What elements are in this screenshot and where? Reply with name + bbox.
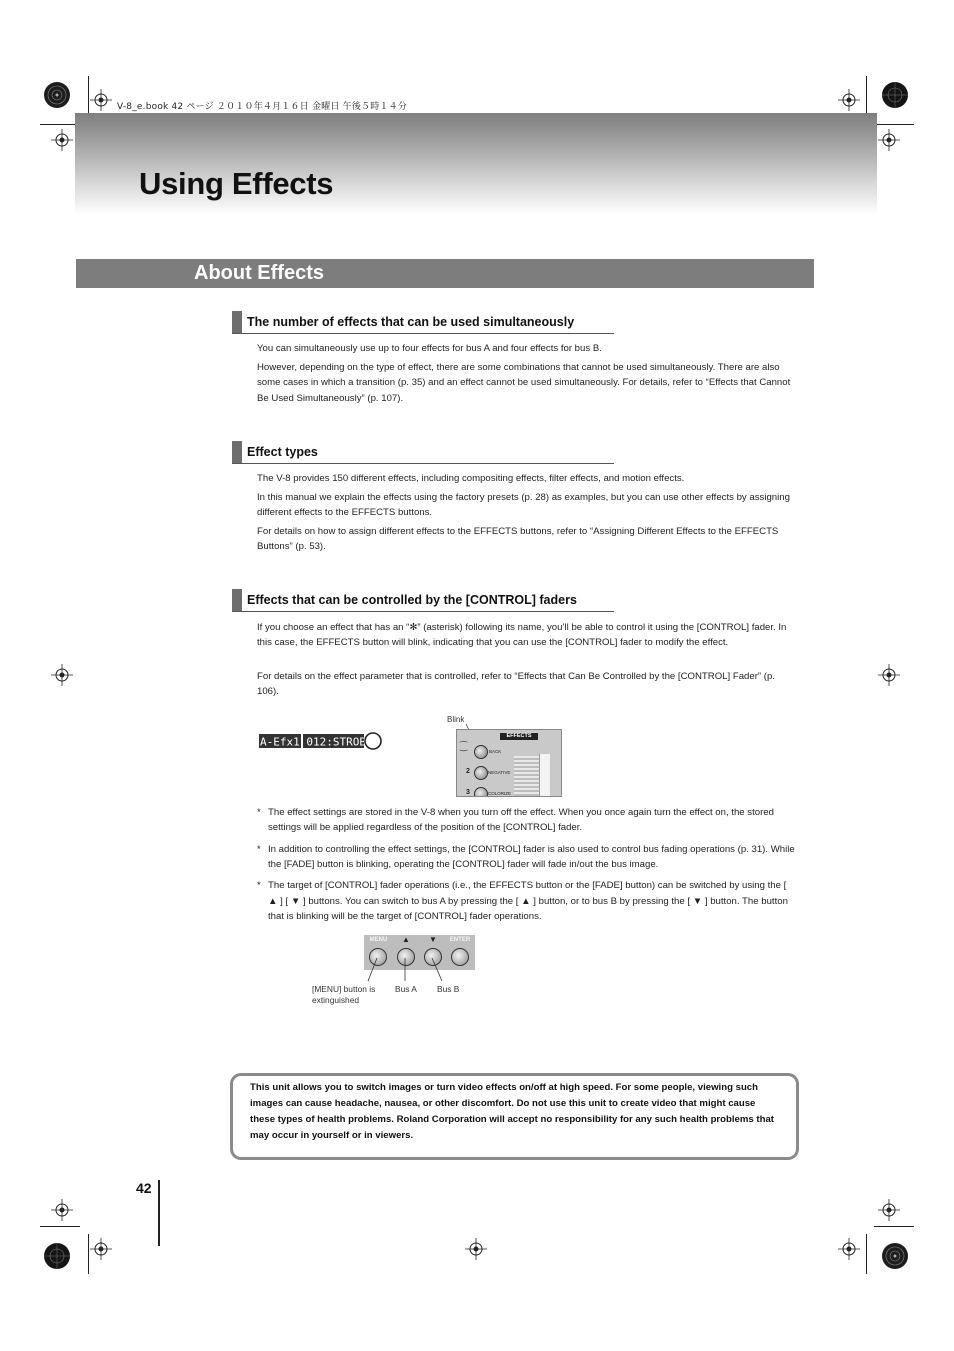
starburst-mark-icon [44, 82, 70, 108]
starburst-mark-icon [882, 1243, 908, 1269]
warning-text: This unit allows you to switch images or turn video effects on/off at high speed. For some people, viewing such images can cause headache, nausea, or other discomfort. Do not use this unit to create video that might cause these types of health problems. Roland Corporation will accept no responsibility for any such health problems that may occur in yourself or in viewers. [250, 1082, 775, 1141]
control-fader-scale [514, 756, 540, 796]
effects-button-num: 2 [466, 768, 470, 775]
effects-panel-title: EFFECTS [500, 733, 538, 740]
up-arrow-icon: ▲ [402, 935, 410, 944]
page-number-rule [158, 1180, 160, 1246]
subsection-heading: Effect types [232, 441, 614, 464]
button-callout-lines [360, 955, 450, 985]
paragraph: However, depending on the type of effect, there are some combinations that cannot be used simultaneously. There are also some cases in which a transition (p. 35) and an effect cannot be used simultaneously. For details, refer to “Effects that Cannot Be Used Simultaneously” (p. 107). [257, 362, 791, 404]
caption-menu-extinguished: [MENU] button is extinguished [312, 984, 376, 1005]
note-item: * In addition to controlling the effect settings, the [CONTROL] fader is also used to control bus fading operations (p. 31). While the [FADE] button is blinking, operating the [CONTROL] fader will fade in/out the bus image. [257, 844, 795, 870]
paragraph: For details on the effect parameter that is controlled, refer to “Effects that Can Be Controlled by the [CONTROL] Fader” (p. 106). [257, 671, 775, 698]
enter-label: ENTER [449, 937, 471, 943]
section-bar [76, 259, 814, 288]
lcd-display [258, 732, 382, 750]
chapter-title: Using Effects [139, 166, 334, 201]
paragraph: If you choose an effect that has an “✻” (asterisk) following its name, you’ll be able to control it using the [CONTROL] fader. In this case, the EFFECTS button will blink, indicating that you can use the [CONTROL] fader to modify the effect. [257, 622, 787, 649]
effects-button-3[interactable] [474, 787, 488, 797]
paragraph: The V-8 provides 150 different effects, including compositing effects, filter effects, and motion effects. [257, 473, 685, 484]
effects-button-label: BACK [489, 749, 502, 754]
menu-label: MENU [369, 937, 388, 943]
note-item: * The effect settings are stored in the V-8 when you turn off the effect. When you once again turn the effect on, the stored settings will be applied regardless of the position of the [CONTROL] fader. [257, 807, 774, 833]
lcd-text: A-Efx1 012:STROBE✻ [260, 735, 380, 749]
paragraph: For details on how to assign different effects to the EFFECTS buttons, refer to “Assigning Different Effects to the EFFECTS Buttons” (p. 53). [257, 526, 779, 553]
control-fader[interactable] [539, 754, 550, 796]
effects-button-label: NEGATIVE [488, 770, 511, 775]
blink-label: Blink [447, 715, 465, 724]
effects-button-label: COLORIZE [488, 791, 512, 796]
caption-bus-a: Bus A [395, 984, 417, 994]
subsection-heading: Effects that can be controlled by the [CONTROL] faders [232, 589, 614, 612]
note-item: * The target of [CONTROL] fader operations (i.e., the EFFECTS button or the [FADE] button) can be switched by using the [ ▲ ] [ ▼ ] buttons. You can switch to bus A by pressing the [ ▲ ] button, or to bus B by pressing the [ ▼ ] button. The button that is blinking will be the target of [CONTROL] fader operations. [257, 880, 788, 922]
caption-bus-b: Bus B [437, 984, 460, 994]
paragraph: In this manual we explain the effects using the factory presets (p. 28) as examples, but you can use other effects by assigning different effects to the EFFECTS buttons. [257, 492, 790, 519]
section-title: About Effects [194, 262, 324, 284]
effects-button-2[interactable] [474, 766, 488, 780]
target-mark-icon [44, 1243, 70, 1269]
target-mark-icon [882, 82, 908, 108]
book-info-line: V-8_e.book 42 ページ ２０１０年４月１６日 金曜日 午後５時１４分 [117, 102, 408, 112]
down-arrow-icon: ▼ [429, 935, 437, 944]
blink-rays-icon: ⁐ [460, 741, 468, 751]
effects-button-num: 3 [466, 789, 470, 796]
enter-button[interactable] [451, 948, 469, 966]
effects-panel [456, 729, 562, 797]
effects-button-1[interactable] [474, 745, 488, 759]
paragraph: You can simultaneously use up to four effects for bus A and four effects for bus B. [257, 343, 602, 354]
page-number: 42 [136, 1180, 152, 1196]
subsection-heading: The number of effects that can be used simultaneously [232, 311, 614, 334]
